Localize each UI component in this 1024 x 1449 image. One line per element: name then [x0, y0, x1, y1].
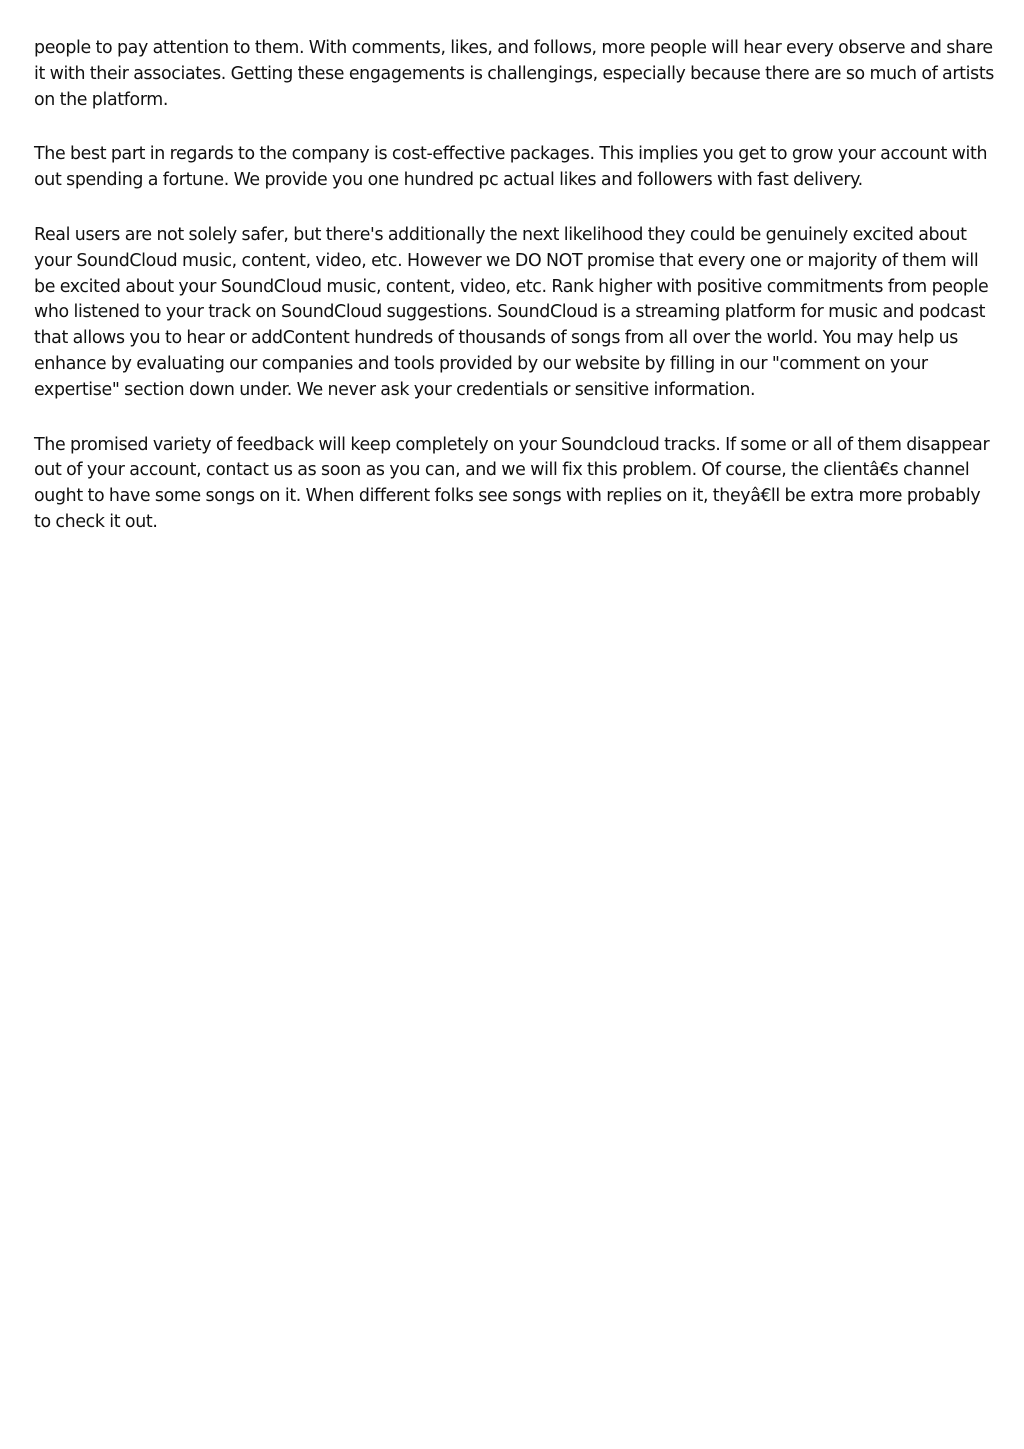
paragraph: The best part in regards to the company is cost-effective packages. This implies you get to grow your account with out spending a fortune. We provide you one hundred pc actual likes and followers with fast delivery. — [34, 144, 988, 191]
document-body — [34, 36, 996, 565]
paragraph: Real users are not solely safer, but there's additionally the next likelihood they could be genuinely excited about your SoundCloud music, content, video, etc. However we DO NOT promise that every one or majority of them will be excited about your SoundCloud music, content, video, etc. Rank higher with positive commitments from people who listened to your track on SoundCloud suggestions. SoundCloud is a streaming platform for music and podcast that allows you to hear or addContent hundreds of thousands of songs from all over the world. You may help us enhance by evaluating our companies and tools provided by our website by filling in our "comment on your expertise" section down under. We never ask your credentials or sensitive information. — [34, 224, 989, 400]
paragraph: people to pay attention to them. With comments, likes, and follows, more people will hear every observe and share it with their associates. Getting these engagements is challengings, especially because there are so much of artists on the platform. — [34, 38, 995, 110]
paragraph: The promised variety of feedback will keep completely on your Soundcloud tracks. If some or all of them disappear out of your account, contact us as soon as you can, and we will fix this problem. Of course, the clientâ€s channel ought to have some songs on it. When different folks see songs with replies on it, theyâ€ll be extra more probably to check it out. — [34, 434, 990, 532]
